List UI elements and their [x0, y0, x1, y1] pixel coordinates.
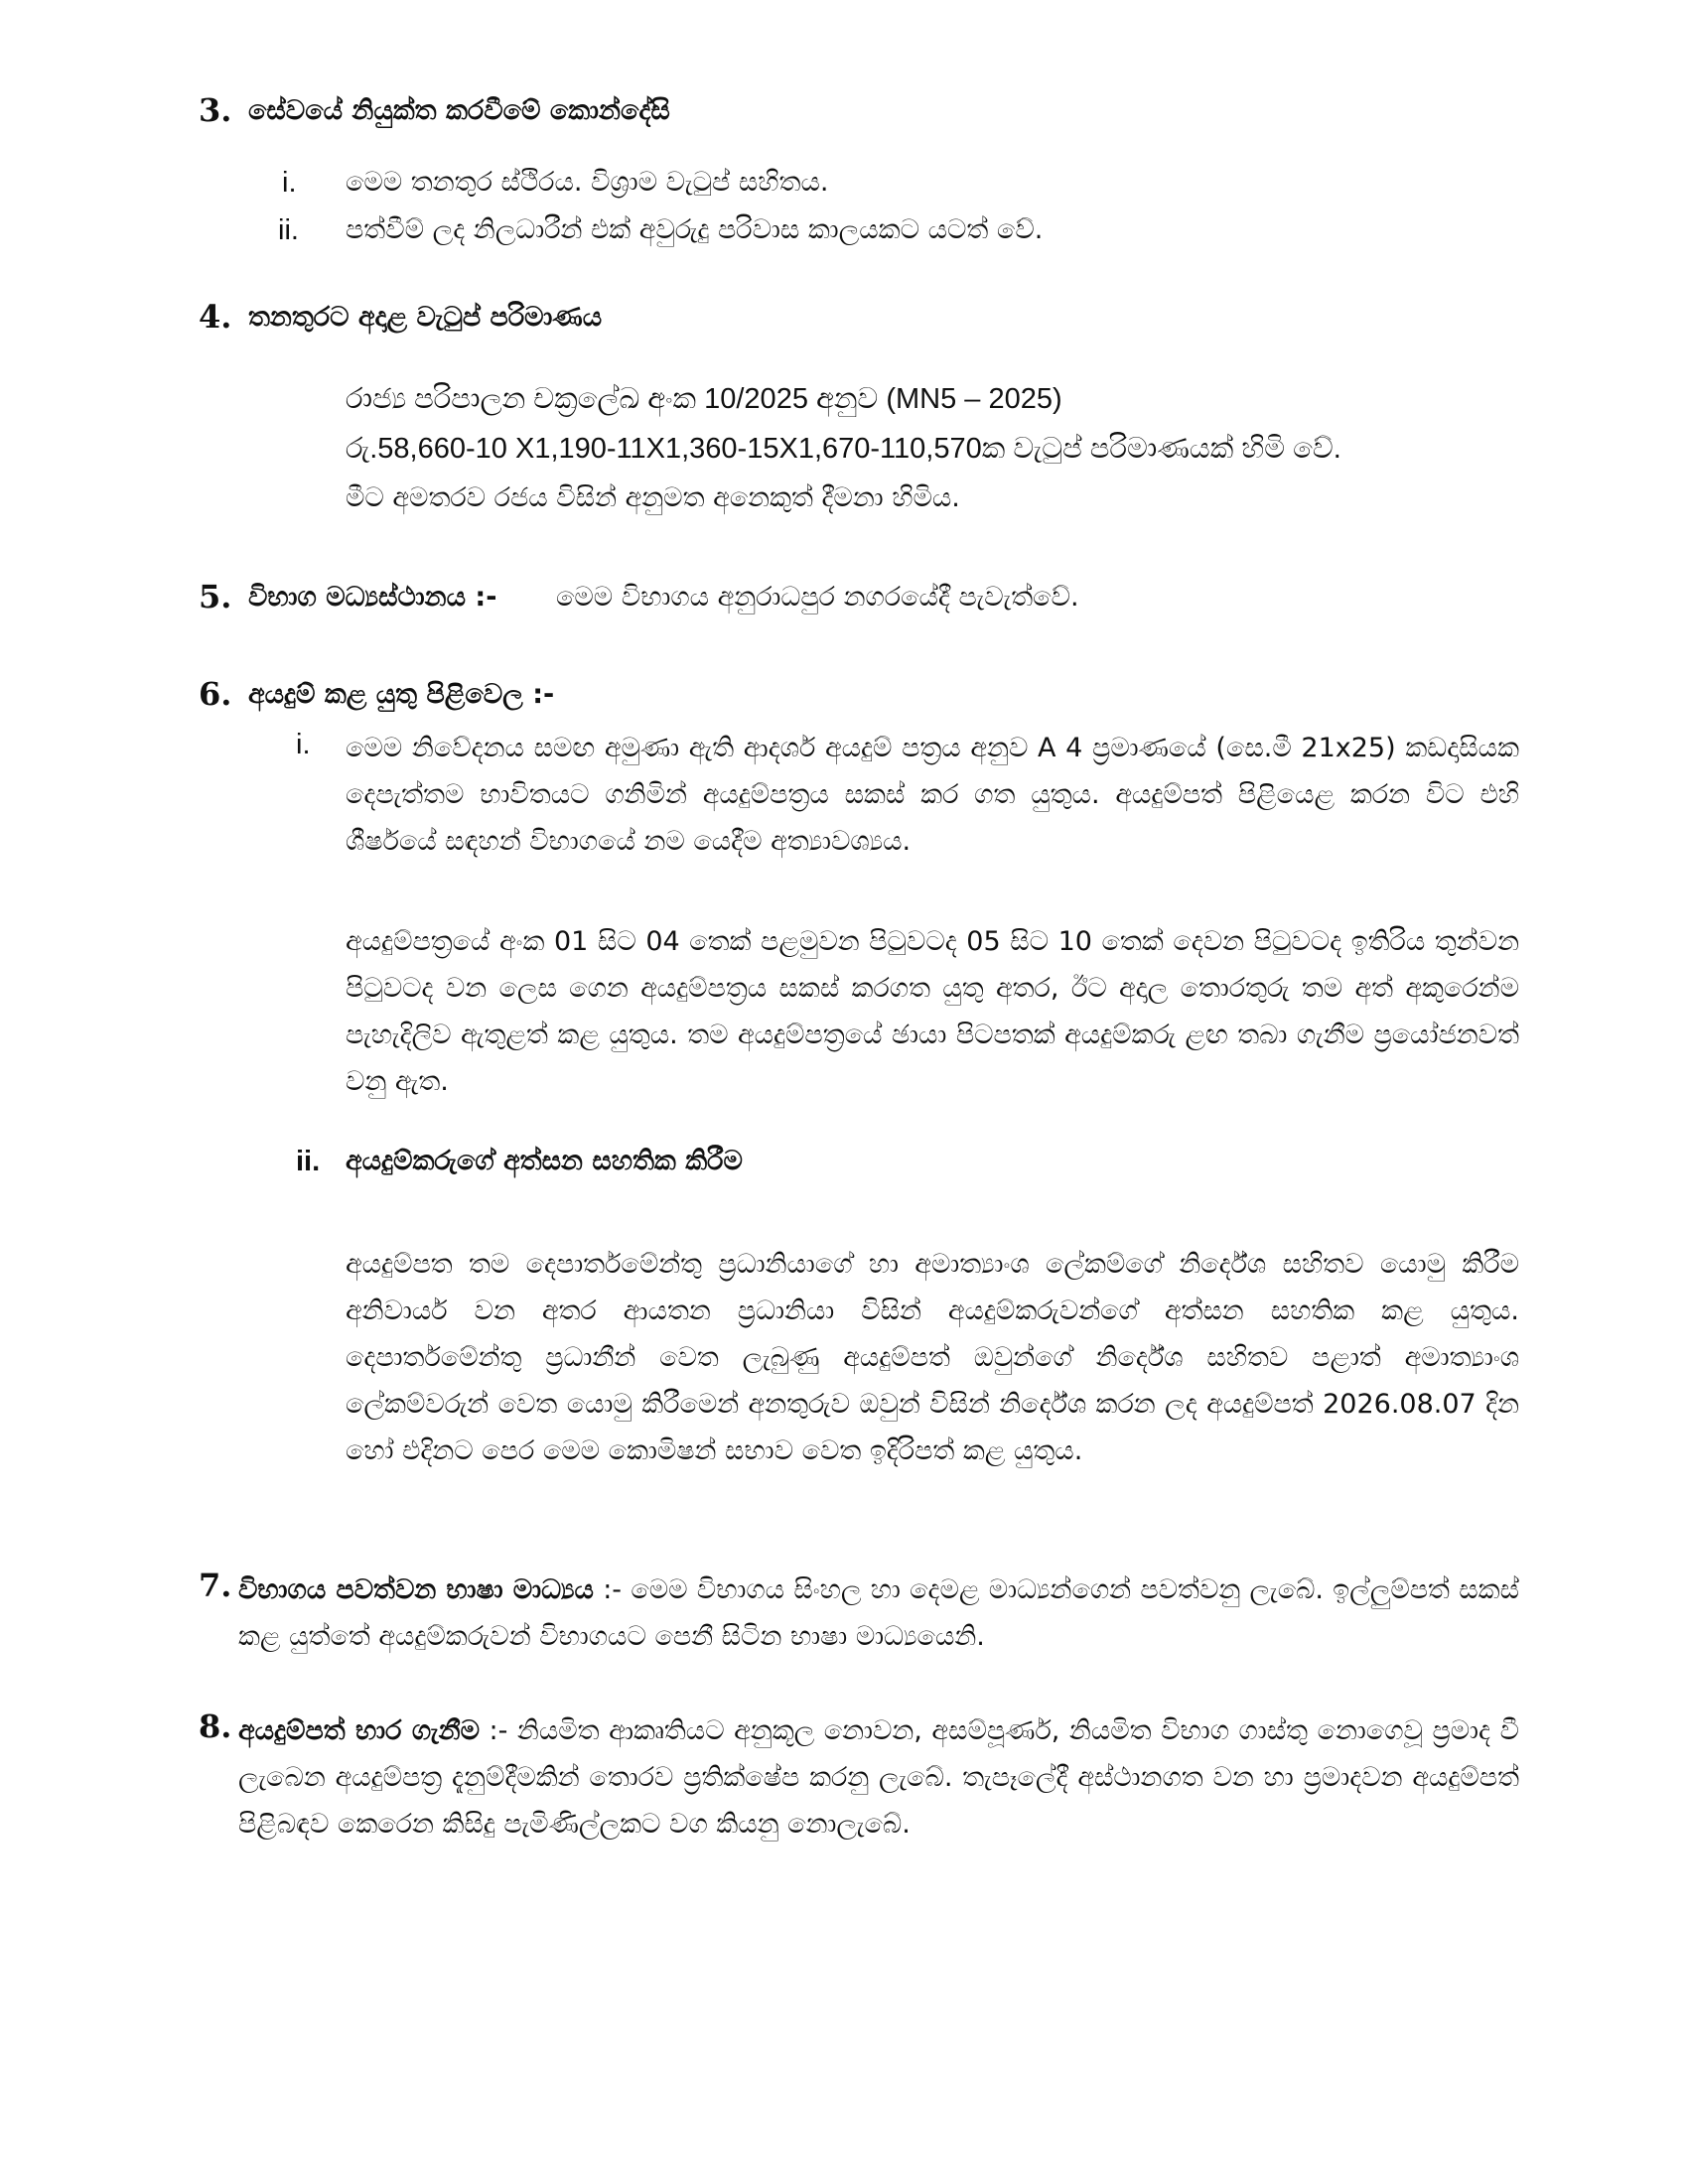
list-item-text: පත්වීම් ලද නිලධාරීන් එක් අවුරුදු පරිවාස කාලයකට යටත් වේ. [346, 214, 1044, 245]
section-body [238, 1567, 1519, 1660]
section-number: 8. [199, 1707, 232, 1745]
section-6 [199, 675, 1569, 1569]
roman-numeral: ii. [278, 214, 299, 246]
section-number: 5. [199, 578, 232, 615]
section-7 [199, 1567, 1569, 1676]
section-text: මෙම විභාගය අනුරාධපුර නගරයේදී පැවැත්වේ. [556, 582, 1079, 613]
section-number: 7. [199, 1567, 232, 1604]
application-format-paragraph: මෙම නිවේදනය සමඟ අමුණා ඇති ආදර්ශ අයදුම් පත්‍රය අනුව A 4 ප්‍රමාණයේ (සෙ.මී 21x25) කඩදාසියක දෙපැත්තම භාවිතයට ගනිමින් අයදුම්පත්‍රය සකස් කර ගත යුතුය. අයදුම්පත් පිළියෙළ කරන විට එහි ශීර්ෂයේ සඳහන් විභාගයේ නම යෙදීම අත්‍යාවශ්‍යය. [346, 733, 1519, 857]
section-title: විභාග මධ්‍යස්ථානය :- [248, 582, 497, 613]
section-title: විභාගය පවත්වන භාෂා මාධ්‍යය [238, 1574, 594, 1605]
section-8 [199, 1707, 1569, 1906]
section-4 [199, 298, 1569, 526]
section-number: 4. [199, 298, 232, 336]
section-5 [199, 578, 1569, 627]
section-title: සේවයේ නියුක්ත කරවීමේ කොන්දේසි [248, 95, 670, 126]
section-body [238, 1707, 1519, 1847]
allowance-note: මීට අමතරව රජය විසින් අනුමත අනෙකුත් දීමනා හිමිය. [346, 482, 960, 513]
subsection-title: අයදුම්කරුගේ අත්සන සහතික කිරීම [346, 1146, 743, 1176]
section-3 [199, 91, 1569, 260]
section-number: 3. [199, 91, 232, 129]
section-title: අයදුම් කළ යුතු පිළිවෙල :- [248, 679, 555, 710]
list-item-text: මෙම තනතුර ස්ථිරය. විශ්‍රාම වැටුප් සහිතය. [346, 167, 829, 198]
signature-certification-paragraph: අයදුම්පත තම දෙපාර්තමේන්තු ප්‍රධානියාගේ හා අමාත්‍යාංශ ලේකම්ගේ නිර්දේශ සහිතව යොමු කිරීම අනිවාර්ය වන අතර ආයතන ප්‍රධානියා විසින් අයදුම්කරුවන්ගේ අත්සන සහතික කළ යුතුය. දෙපාර්තමේන්තු ප්‍රධානීන් වෙත ලැබුණු අයදුම්පත් ඔවුන්ගේ නිර්දේශ සහිතව පළාත් අමාත්‍යාංශ ලේකම්වරුන් වෙත යොමු කිරීමෙන් අනතුරුව ඔවුන් විසින් නිර්දේශ කරන ලද අයදුම්පත් 2026.08.07 දින හෝ එදිනට පෙර මෙම කොමිෂන් සභාව වෙත ඉදිරිපත් කළ යුතුය. [346, 1249, 1519, 1466]
section-title: අයදුම්පත් භාර ගැනීම [238, 1715, 480, 1746]
section-text: :- මෙම විභාගය සිංහල හා දෙමළ මාධ්‍යන්ගෙන් පවත්වනු ලැබේ. ඉල්ලුම්පත් සකස් කළ යුත්තේ අයදුම්කරුවන් විභාගයට පෙනී සිටින භාෂා මාධ්‍යයෙනි. [238, 1574, 1519, 1652]
roman-numeral: i. [296, 729, 311, 760]
section-text: :- නියමිත ආකෘතියට අනුකූල නොවන, අසම්පූර්ණ, නියමිත විභාග ගාස්තු නොගෙවූ ප්‍රමාද වී ලැබෙන අයදුම්පත්‍ර දැනුම්දීමකින් තොරව ප්‍රතික්ෂේප කරනු ලැබේ. තැපෑලේදී අස්ථානගත වන හා ප්‍රමාදවන අයදුම්පත් පිළිබඳව කෙරෙන කිසිදු පැමිණිල්ලකට වග කියනු නොලැබේ. [238, 1715, 1519, 1840]
roman-numeral: ii. [296, 1146, 321, 1177]
circular-reference: රාජ්‍ය පරිපාලන චක්‍රලේඛ අංක 10/2025 අනුව (MN5 – 2025) [346, 383, 1062, 415]
section-title: තනතුරට අදාළ වැටුප් පරිමාණය [248, 302, 603, 333]
section-number: 6. [199, 675, 232, 713]
roman-numeral: i. [282, 167, 297, 199]
application-pages-paragraph: අයදුම්පත්‍රයේ අංක 01 සිට 04 තෙක් පළමුවන පිටුවටද 05 සිට 10 තෙක් දෙවන පිටුවටද ඉතිරිය තුන්වන පිටුවටද වන ලෙස ගෙන අයදුම්පත්‍රය සකස් කරගත යුතු අතර, ඊට අදාල තොරතුරු තම අත් අකුරෙන්ම පැහැදිලිව ඇතුළත් කළ යුතුය. තම අයදුම්පත්‍රයේ ඡායා පිටපතක් අයදුම්කරු ළඟ තබා ගැනීම ප්‍රයෝජනවත් වනු ඇත. [346, 926, 1519, 1097]
salary-scale: රු.58,660-10 X1,190-11X1,360-15X1,670-110,570ක වැටුප් පරිමාණයක් හිමි වේ. [346, 433, 1341, 465]
